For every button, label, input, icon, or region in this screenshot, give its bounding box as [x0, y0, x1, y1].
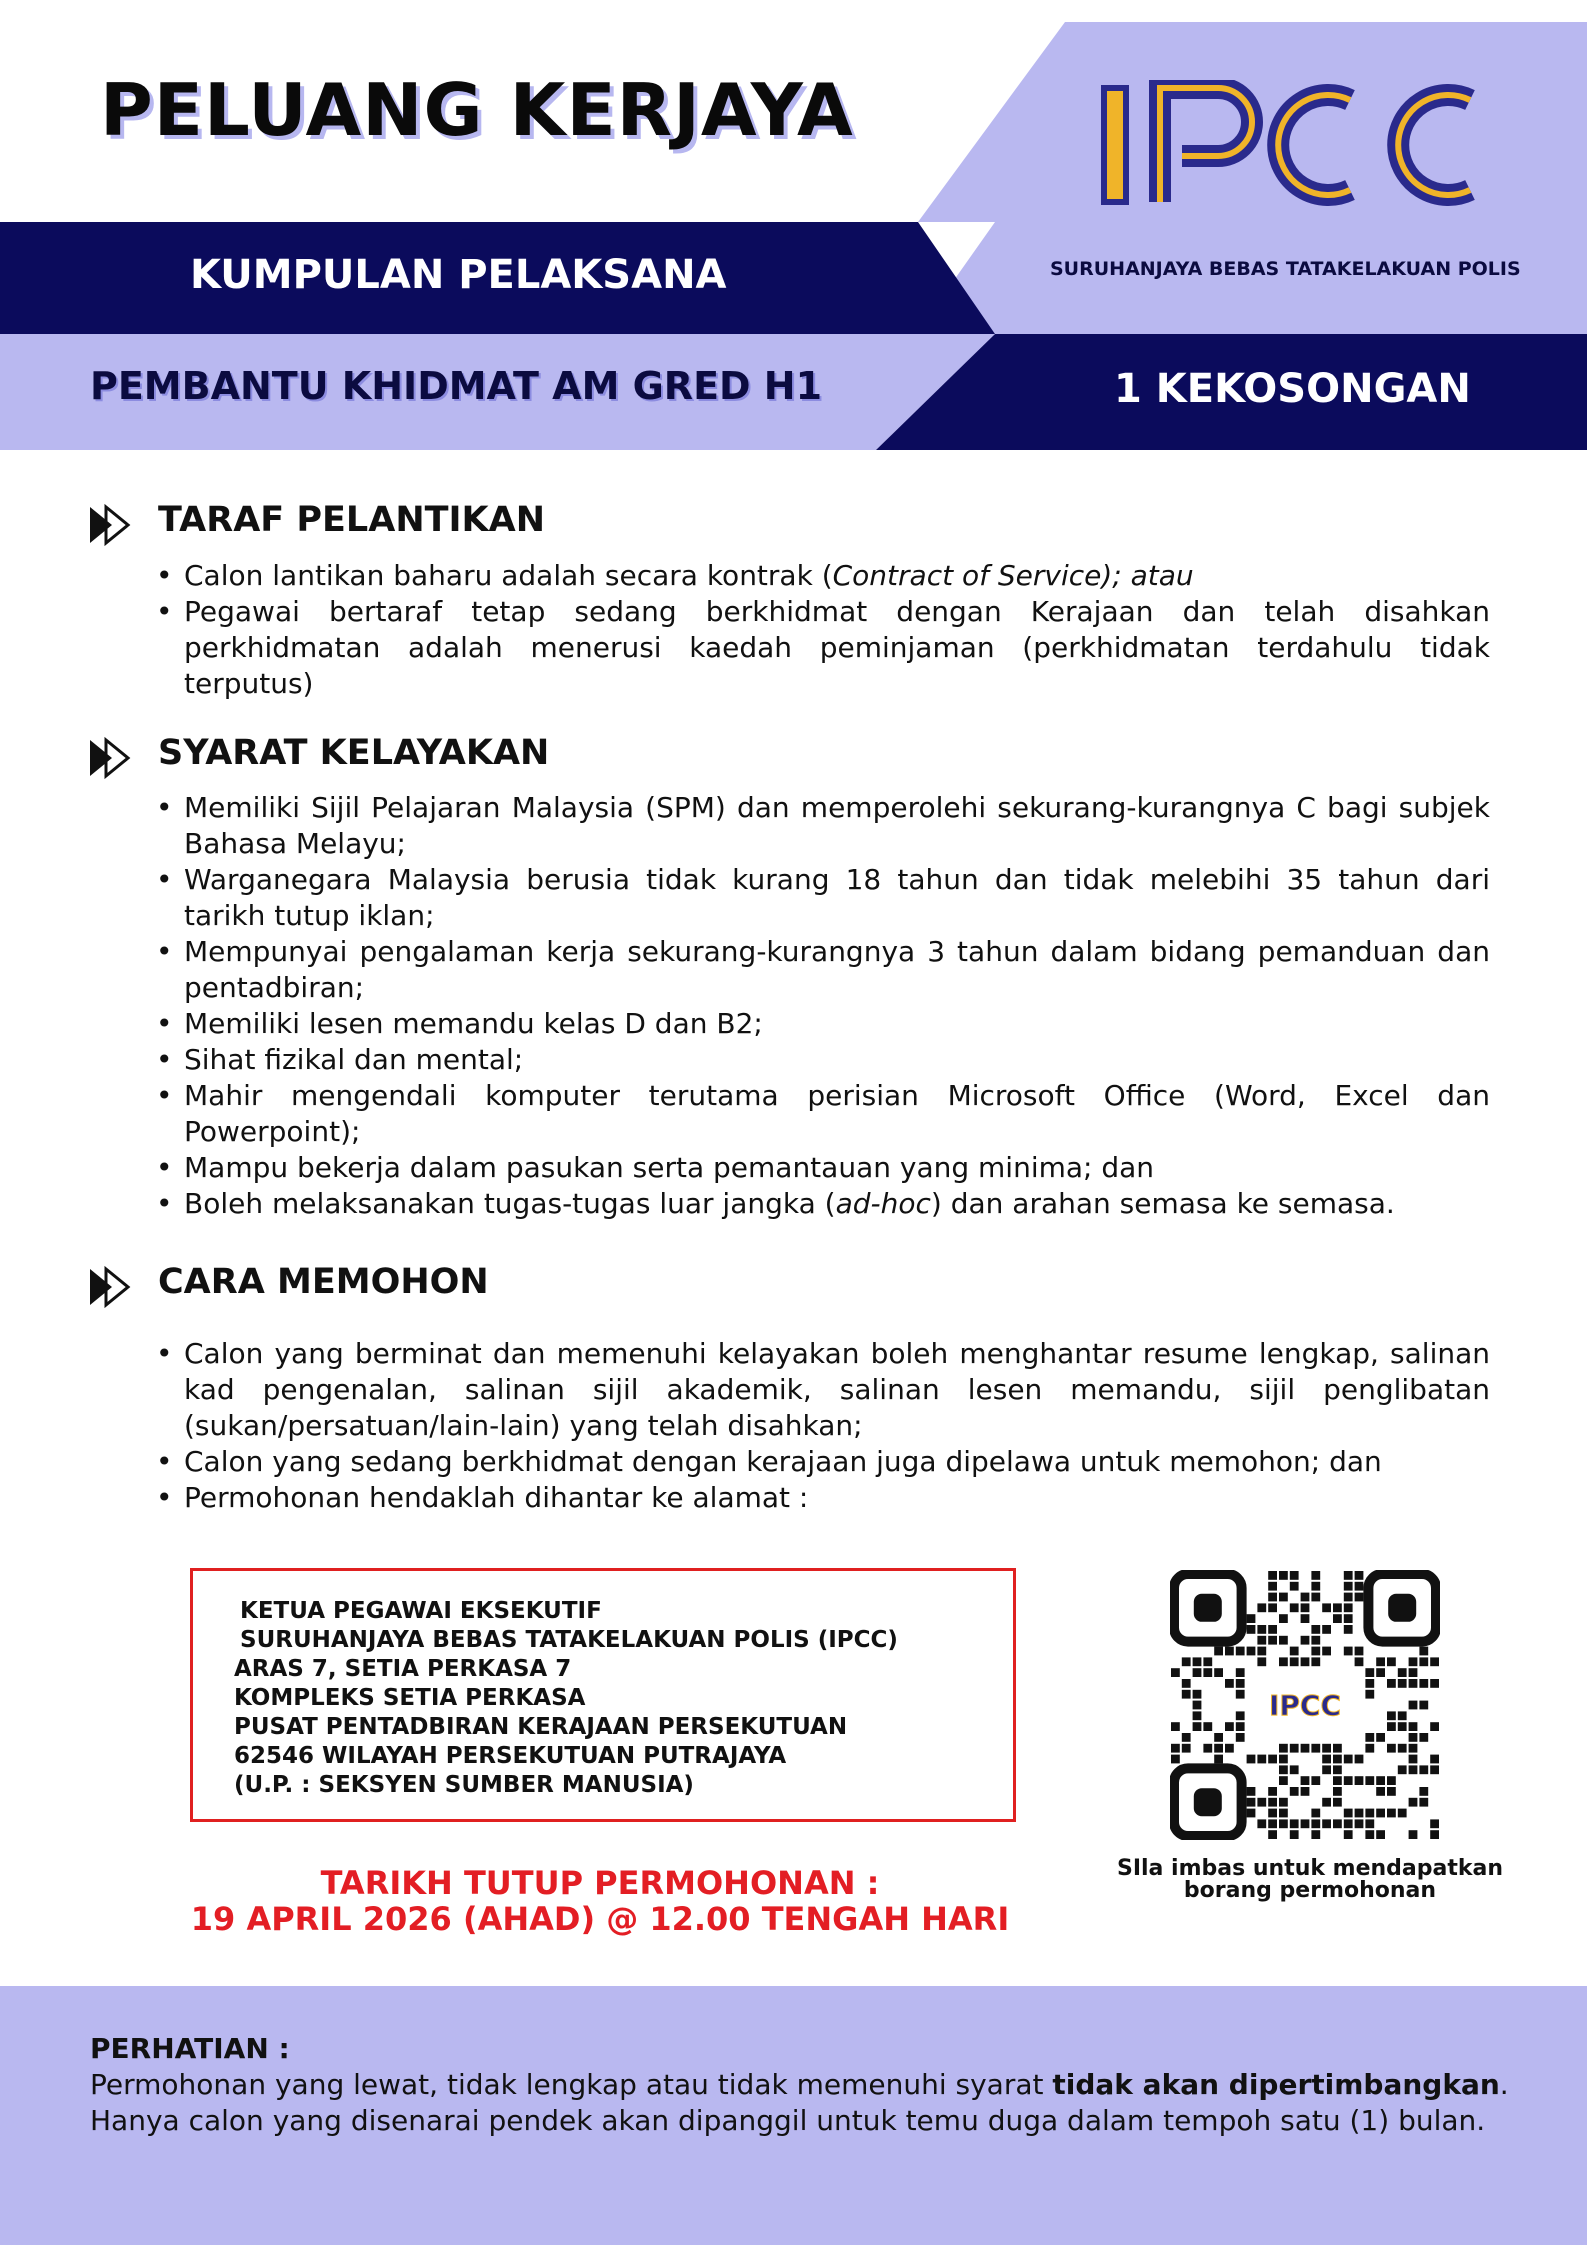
- list-item: • Mahir mengendali komputer terutama perisian Microsoft Office (Word, Excel dan Powerpoint);: [152, 1078, 1490, 1150]
- address-line: KOMPLEKS SETIA PERKASA: [234, 1685, 586, 1711]
- address-line: PUSAT PENTADBIRAN KERAJAAN PERSEKUTUAN: [234, 1714, 848, 1740]
- list-item: • Sihat fizikal dan mental;: [152, 1042, 1490, 1078]
- list-item: • Memiliki Sijil Pelajaran Malaysia (SPM) dan memperolehi sekurang-kurangnya C bagi subjek Bahasa Melayu;: [152, 790, 1490, 862]
- notice-line: Permohonan yang lewat, tidak lengkap atau tidak memenuhi syarat tidak akan dipertimbangkan.: [90, 2068, 1509, 2101]
- syarat-list: [152, 790, 1490, 1222]
- address-line: (U.P. : SEKSYEN SUMBER MANUSIA): [234, 1772, 694, 1798]
- address-line: KETUA PEGAWAI EKSEKUTIF: [240, 1598, 602, 1624]
- qr-center-logo: IPCC: [1268, 1689, 1342, 1722]
- qr-caption: SIla imbas untuk mendapatkan: [1116, 1856, 1504, 1881]
- closing-date-value: 19 APRIL 2026 (AHAD) @ 12.00 TENGAH HARI: [190, 1900, 1010, 1938]
- list-item: • Calon yang sedang berkhidmat dengan kerajaan juga dipelawa untuk memohon; dan: [152, 1444, 1490, 1480]
- list-item: • Calon yang berminat dan memenuhi kelayakan boleh menghantar resume lengkap, salinan kad pengenalan, salinan sijil akademik, salinan lesen memandu, sijil penglibatan (sukan/persatuan/lain-lain) yang telah disahkan;: [152, 1336, 1490, 1444]
- address-line: SURUHANJAYA BEBAS TATAKELAKUAN POLIS (IPCC): [240, 1627, 898, 1653]
- qr-caption: borang permohonan: [1183, 1878, 1437, 1903]
- cara-list: [152, 1336, 1490, 1516]
- section-title-taraf: TARAF PELANTIKAN: [158, 500, 546, 540]
- list-item: • Pegawai bertaraf tetap sedang berkhidmat dengan Kerajaan dan telah disahkan perkhidmatan adalah menerusi kaedah peminjaman (perkhidmatan terdahulu tidak terputus): [152, 594, 1490, 702]
- list-item: • Boleh melaksanakan tugas-tugas luar jangka (ad-hoc) dan arahan semasa ke semasa.: [152, 1186, 1490, 1222]
- list-item: • Calon lantikan baharu adalah secara kontrak (Contract of Service); atau: [152, 558, 1490, 594]
- list-item: • Warganegara Malaysia berusia tidak kurang 18 tahun dan tidak melebihi 35 tahun dari tarikh tutup iklan;: [152, 862, 1490, 934]
- post-title: PEMBANTU KHIDMAT AM GRED H1: [90, 364, 823, 408]
- group-title: KUMPULAN PELAKSANA: [190, 252, 727, 298]
- closing-date-label: TARIKH TUTUP PERMOHONAN :: [320, 1864, 880, 1902]
- section-title-syarat: SYARAT KELAYAKAN: [158, 733, 550, 773]
- double-chevron-icon: [88, 503, 138, 547]
- logo-letter-p: [1160, 88, 1252, 202]
- notice-title: PERHATIAN :: [90, 2032, 290, 2065]
- taraf-list: [152, 558, 1490, 702]
- address-line: ARAS 7, SETIA PERKASA 7: [234, 1656, 572, 1682]
- double-chevron-icon: [88, 736, 138, 780]
- qr-code[interactable]: [1170, 1570, 1440, 1840]
- address-line: 62546 WILAYAH PERSEKUTUAN PUTRAJAYA: [234, 1743, 787, 1769]
- section-title-cara: CARA MEMOHON: [158, 1262, 489, 1302]
- vacancy-count: 1 KEKOSONGAN: [1114, 366, 1471, 412]
- org-name: SURUHANJAYA BEBAS TATAKELAKUAN POLIS: [1050, 258, 1521, 280]
- notice-line: Hanya calon yang disenarai pendek akan dipanggil untuk temu duga dalam tempoh satu (1) bulan.: [90, 2104, 1486, 2137]
- ipcc-logo: [1090, 80, 1500, 210]
- logo-letter-i: [1104, 88, 1126, 202]
- list-item: • Memiliki lesen memandu kelas D dan B2;: [152, 1006, 1490, 1042]
- list-item: • Mempunyai pengalaman kerja sekurang-kurangnya 3 tahun dalam bidang pemanduan dan pentadbiran;: [152, 934, 1490, 1006]
- page-title: PELUANG KERJAYA: [100, 68, 854, 152]
- list-item: • Permohonan hendaklah dihantar ke alamat :: [152, 1480, 1490, 1516]
- list-item: • Mampu bekerja dalam pasukan serta pemantauan yang minima; dan: [152, 1150, 1490, 1186]
- double-chevron-icon: [88, 1265, 138, 1309]
